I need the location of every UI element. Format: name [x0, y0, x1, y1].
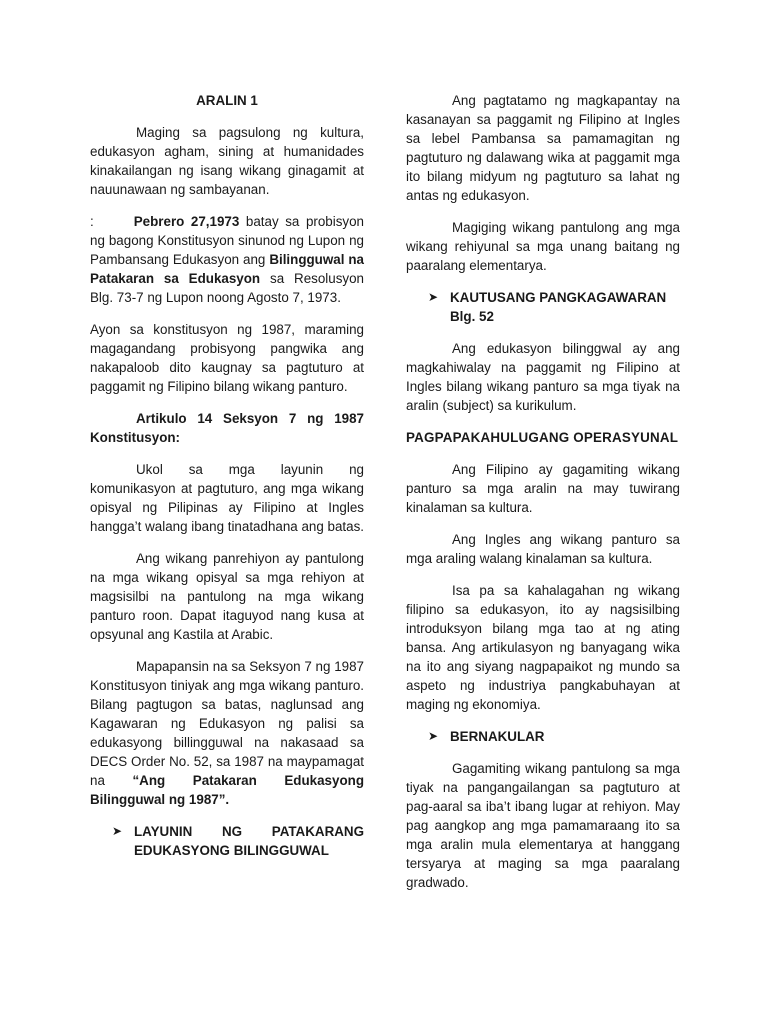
arrowhead-bullet-icon: ➤ [428, 729, 439, 743]
section-heading: PAGPAPAKAHULUGANG OPERASYUNAL [406, 430, 679, 445]
paragraph-magiging: Magiging wikang pantulong ang mga wikang rehiyunal sa mga unang baitang ng paaralang elementarya. [406, 220, 680, 273]
arrowhead-bullet-icon: ➤ [428, 290, 439, 304]
paragraph-pagtatamo: Ang pagtatamo ng magkapantay na kasanayan sa paggamit ng Filipino at Ingles sa lebel Pambansa sa pamamagitan ng pagtuturo ng dalawang wika at paggamit mga ito bilang midyum ng pagtuturo sa lahat ng antas ng edukasyon. [406, 93, 680, 203]
bullet-label: KAUTUSANG PANGKAGAWARAN Blg. 52 [450, 290, 667, 324]
paragraph-kahalagahan: Isa pa sa kahalagahan ng wikang filipino sa edukasyon, ito ay nagsisilbing introduksyon bilang mga tao at ng ating bansa. Ang artikulasyon ng banyagang wika na ito ang siyang nagpapaikot ng mundo sa aspeto ng industriya pangkabuhayan at maging ng ekonomiya. [406, 583, 680, 712]
paragraph-prefix: : [90, 214, 94, 229]
paragraph-intro: Maging sa pagsulong ng kultura, edukasyon agham, sining at humanidades kinakailangan ng isang wikang ginagamit at nauunawaan ng sambayanan. [90, 125, 364, 197]
right-column [406, 91, 680, 905]
bullet-kautusan [428, 288, 680, 326]
paragraph-text: batay sa probisyon ng bagong Konstitusyon sinunod ng Lupon ng Pambansang Edukasyon ang [90, 214, 365, 267]
bullet-bernakular [428, 727, 680, 746]
lesson-title: ARALIN 1 [196, 93, 258, 108]
paragraph-text: sa Resolusyon Blg. 73-7 ng Lupon noong Agosto 7, 1973. [90, 271, 364, 305]
date-bold: Pebrero 27,1973 [133, 214, 240, 229]
left-column [90, 91, 364, 873]
paragraph-ingles: Ang Ingles ang wikang panturo sa mga araling walang kinalaman sa kultura. [406, 532, 680, 566]
paragraph-konstitusyon: Ayon sa konstitusyon ng 1987, maraming magagandang probisyong pangwika ang nakapaloob dito kaugnay sa pagtuturo at paggamit ng Filipino bilang wikang panturo. [90, 322, 364, 394]
bullet-layunin [112, 822, 364, 860]
policy-name-bold: Bilingguwal na Patakaran sa Edukasyon [90, 252, 365, 286]
arrowhead-bullet-icon: ➤ [112, 824, 123, 838]
paragraph-edukasyon-bilinggwal: Ang edukasyon bilinggwal ay ang magkahiwalay na paggamit ng Filipino at Ingles bilang wikang panturo sa mga tiyak na aralin (subject) sa kurikulum. [406, 341, 680, 413]
paragraph-mapapansin [90, 657, 364, 809]
paragraph-pebrero [90, 212, 364, 307]
paragraph-filipino: Ang Filipino ay gagamiting wikang panturo sa mga aralin na may tuwirang kinalaman sa kultura. [406, 462, 680, 515]
article-heading: Artikulo 14 Seksyon 7 ng 1987 Konstitusyon: [90, 411, 364, 445]
paragraph-panrehiyon: Ang wikang panrehiyon ay pantulong na mga wikang opisyal sa mga rehiyon at magsisilbi na pantulong na mga wikang panturo roon. Dapat itaguyod nang kusa at opsyunal ang Kastila at Arabic. [90, 551, 364, 642]
policy-title-bold: “Ang Patakaran Edukasyong Bilingguwal ng 1987”. [90, 773, 364, 807]
paragraph-ukol: Ukol sa mga layunin ng komunikasyon at pagtuturo, ang mga wikang opisyal ng Pilipinas ay Filipino at Ingles hangga’t walang ibang tinatadhana ang batas. [90, 462, 364, 534]
paragraph-gagamiting: Gagamiting wikang pantulong sa mga tiyak na pangangailangan sa pagtuturo at pag-aaral sa iba’t ibang lugar at rehiyon. May pag aangkop ang mga pamamaraang ito sa mga aralin mula elementarya at hanggang tersyarya at maging sa mga paaralang gradwado. [406, 761, 680, 890]
bullet-label: BERNAKULAR [450, 729, 545, 744]
bullet-label: LAYUNIN NG PATAKARANG EDUKASYONG BILINGGUWAL [134, 824, 364, 858]
paragraph-text: Mapapansin na sa Seksyon 7 ng 1987 Konstitusyon tiniyak ang mga wikang panturo. Bilang pagtugon sa batas, naglunsad ang Kagawaran ng Edukasyon ng palisi sa edukasyong billingguwal na nakasaad sa DECS Order No. 52, sa 1987 na maypamagat na [90, 659, 364, 788]
